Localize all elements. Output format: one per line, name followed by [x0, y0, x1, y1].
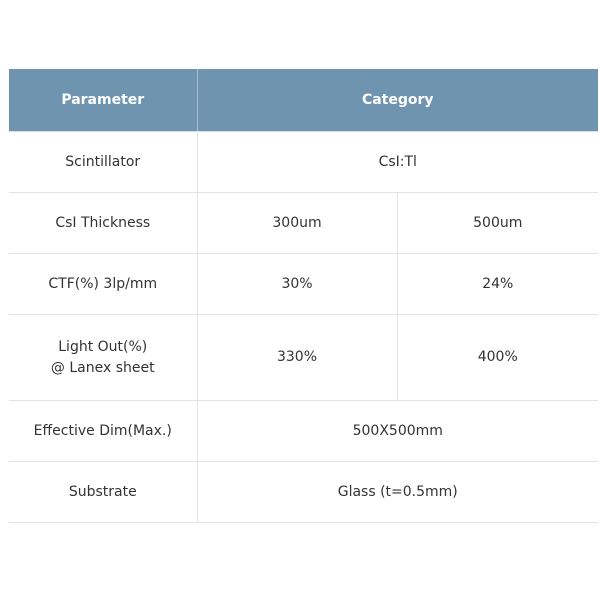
table-header — [9, 69, 598, 132]
row-substrate — [9, 462, 598, 523]
row-effective-dim — [9, 401, 598, 462]
light-out-label-line-1: Light Out(%) — [58, 338, 148, 355]
specification-table — [9, 69, 598, 523]
light-out-label-line-2: @ Lanex sheet — [50, 359, 155, 376]
table-body — [9, 132, 598, 523]
row-csi-thickness — [9, 193, 598, 254]
row-ctf — [9, 254, 598, 315]
substrate-value: Glass (t=0.5mm) — [197, 462, 598, 523]
csi-thickness-value-1: 300um — [197, 193, 397, 254]
substrate-label: Substrate — [9, 462, 197, 523]
header-category: Category — [197, 69, 598, 132]
row-light-out — [9, 315, 598, 401]
row-scintillator — [9, 132, 598, 193]
effective-dim-label: Effective Dim(Max.) — [9, 401, 197, 462]
ctf-label: CTF(%) 3lp/mm — [9, 254, 197, 315]
light-out-value-1: 330% — [197, 315, 397, 401]
scintillator-label: Scintillator — [9, 132, 197, 193]
header-parameter: Parameter — [9, 69, 197, 132]
effective-dim-value: 500X500mm — [197, 401, 598, 462]
csi-thickness-value-2: 500um — [397, 193, 598, 254]
ctf-value-2: 24% — [397, 254, 598, 315]
scintillator-value: CsI:Tl — [197, 132, 598, 193]
header-row — [9, 69, 598, 132]
light-out-value-2: 400% — [397, 315, 598, 401]
light-out-label — [9, 315, 197, 401]
ctf-value-1: 30% — [197, 254, 397, 315]
csi-thickness-label: CsI Thickness — [9, 193, 197, 254]
